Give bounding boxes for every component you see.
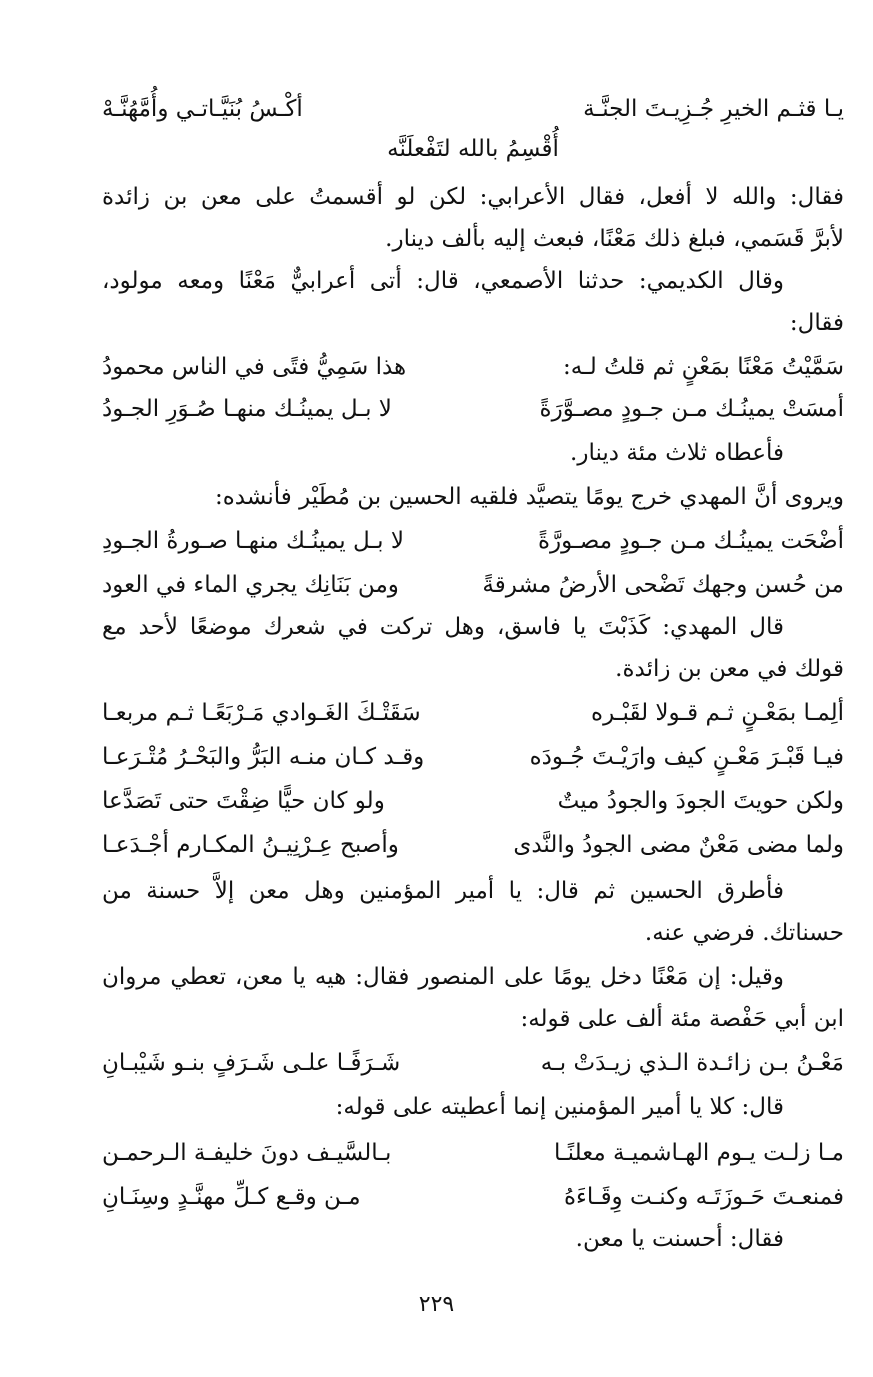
verse-hemistich: وأصبح عِـرْنِيـنُ المكـارم أجْـدَعـا [102, 832, 399, 858]
verse-hemistich: مـا زلـت يـوم الهـاشميـة معلنًـا [553, 1140, 844, 1166]
page-number: ٢٢٩ [418, 1292, 455, 1317]
paragraph-line: قال المهدي: كَذَبْتَ يا فاسق، وهل تركت في شعرك موضعًا لأحد مع [102, 614, 784, 640]
verse-hemistich: من حُسن وجهك تَضْحى الأرضُ مشرقةً [482, 572, 844, 598]
verse-hemistich: أمسَتْ يمينُـك مـن جـودٍ مصـوَّرَةً [539, 396, 844, 422]
verse-line [102, 828, 844, 862]
paragraph-line: قولك في معن بن زائدة. [615, 656, 844, 682]
verse-hemistich: سَمَّيْتُ مَعْنًا بمَعْنٍ ثم قلتُ لـه: [562, 354, 844, 380]
verse-hemistich: أضْحَت يمينُـك مـن جـودٍ مصـورَّةً [538, 528, 844, 554]
verse-hemistich: بـالسَّيـف دونَ خليفـة الـرحمـن [102, 1140, 392, 1166]
paragraph-line: ابن أبي حَفْصة مئة ألف على قوله: [520, 1006, 844, 1032]
verse-line [102, 524, 844, 558]
paragraph-line: فأطرق الحسين ثم قال: يا أمير المؤمنين وهل معن إلاَّ حسنة من [102, 878, 784, 904]
verse-hemistich: فمنعـتَ حَـوزَتَـه وكنـت وِقَـاءَهُ [563, 1184, 844, 1210]
verse-hemistich: ومن بَنَانِك يجري الماء في العود [102, 572, 399, 598]
verse-line [102, 696, 844, 730]
paragraph-line: حسناتك. فرضي عنه. [644, 920, 844, 946]
verse-line [102, 740, 844, 774]
paragraph-line: لأبرَّ قَسَمي، فبلغ ذلك مَعْنًا، فبعث إليه بألف دينار. [385, 226, 844, 252]
verse-hemistich: أكْـسُ بُنَيَّـاتـي وأُمَّهُنَّـهْ [102, 96, 303, 122]
paragraph-line: فقال: أحسنت يا معن. [575, 1226, 784, 1252]
verse-line [102, 1046, 844, 1080]
verse-hemistich: شَـرَفًـا علـى شَـرَفٍ بنـو شَيْبـانِ [102, 1050, 401, 1076]
verse-hemistich: مَعْـنُ بـن زائـدة الـذي زيـدَتْ بـه [540, 1050, 844, 1076]
verse-hemistich: لا بـل يمينُـك منهـا صُـوَرِ الجـودُ [102, 396, 392, 422]
paragraph-line: فقال: والله لا أفعل، فقال الأعرابي: لكن لو أقسمتُ على معن بن زائدة [102, 184, 844, 210]
verse-hemistich: ألِمـا بمَعْـنٍ ثـم قـولا لقَبْـره [591, 700, 844, 726]
verse-line [102, 1180, 844, 1214]
verse-hemistich: يـا قثـم الخيرِ جُـزِيـتَ الجنَّـة [583, 96, 844, 122]
paragraph-line: ويروى أنَّ المهدي خرج يومًا يتصيَّد فلقيه الحسين بن مُطَيْر فأنشده: [215, 484, 844, 510]
verse-hemistich: ولكن حويتَ الجودَ والجودُ ميتٌ [557, 788, 844, 814]
paragraph-line: فأعطاه ثلاث مئة دينار. [570, 440, 784, 466]
verse-line: أُقْسِمُ بالله لتَفْعلَنَّه [387, 136, 559, 162]
verse-line [102, 1136, 844, 1170]
verse-hemistich: مـن وقـع كـلِّ مهنَّـدٍ وسِنَـانِ [102, 1184, 361, 1210]
verse-hemistich: لا بـل يمينُـك منهـا صـورةُ الجـودِ [102, 528, 404, 554]
paragraph-line: فقال: [789, 310, 844, 336]
verse-hemistich: سَقَتْـكَ الغَـوادي مَـرْبَعًـا ثـم مربعـا [102, 700, 421, 726]
verse-hemistich: وقـد كـان منـه البَرُّ والبَحْـرُ مُتْـرَعـا [102, 744, 425, 770]
paragraph-line: وقيل: إن مَعْنًا دخل يومًا على المنصور فقال: هيه يا معن، تعطي مروان [102, 964, 784, 990]
verse-hemistich: ولو كان حيًّا ضِقْتَ حتى تَصَدَّعا [102, 788, 385, 814]
verse-line [102, 350, 844, 384]
verse-line [102, 92, 844, 126]
verse-hemistich: هذا سَمِيُّ فتًى في الناس محمودُ [102, 354, 407, 380]
verse-line [102, 784, 844, 818]
verse-hemistich: فيـا قَبْـرَ مَعْـنٍ كيف وارَيْـتَ جُـودَه [529, 744, 844, 770]
verse-line [102, 568, 844, 602]
verse-line [102, 392, 844, 426]
verse-hemistich: ولما مضى مَعْنٌ مضى الجودُ والنَّدى [513, 832, 844, 858]
paragraph-line: قال: كلا يا أمير المؤمنين إنما أعطيته على قوله: [335, 1094, 784, 1120]
paragraph-line: وقال الكديمي: حدثنا الأصمعي، قال: أتى أعرابيٌّ مَعْنًا ومعه مولود، [102, 268, 784, 294]
